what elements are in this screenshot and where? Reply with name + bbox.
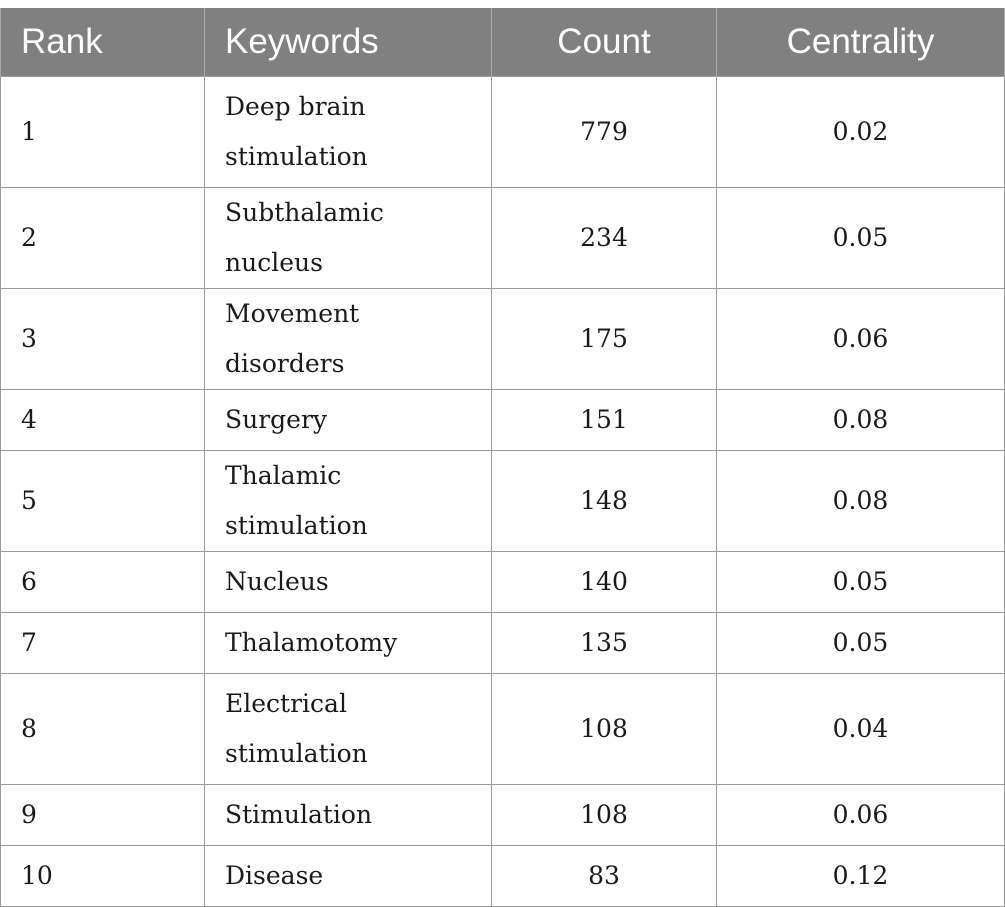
cell-count: 148 — [492, 451, 717, 552]
cell-count: 151 — [492, 390, 717, 451]
cell-keyword: Disease — [205, 846, 492, 907]
cell-keyword: Surgery — [205, 390, 492, 451]
cell-keyword: Subthalamic nucleus — [205, 188, 492, 289]
cell-count: 234 — [492, 188, 717, 289]
cell-centrality: 0.05 — [717, 188, 1005, 289]
cell-count: 175 — [492, 289, 717, 390]
table-row — [1, 785, 1005, 846]
cell-centrality: 0.08 — [717, 451, 1005, 552]
cell-count: 108 — [492, 785, 717, 846]
cell-keyword: Electrical stimulation — [205, 674, 492, 785]
cell-keyword: Stimulation — [205, 785, 492, 846]
cell-count: 135 — [492, 613, 717, 674]
header-rank: Rank — [1, 8, 205, 77]
cell-rank: 9 — [1, 785, 205, 846]
cell-centrality: 0.04 — [717, 674, 1005, 785]
table-row — [1, 613, 1005, 674]
table-row — [1, 674, 1005, 785]
table-row — [1, 289, 1005, 390]
cell-centrality: 0.12 — [717, 846, 1005, 907]
table-row — [1, 188, 1005, 289]
cell-keyword: Thalamic stimulation — [205, 451, 492, 552]
cell-centrality: 0.05 — [717, 552, 1005, 613]
cell-rank: 5 — [1, 451, 205, 552]
cell-rank: 6 — [1, 552, 205, 613]
header-keywords: Keywords — [205, 8, 492, 77]
cell-rank: 2 — [1, 188, 205, 289]
header-centrality: Centrality — [717, 8, 1005, 77]
cell-rank: 4 — [1, 390, 205, 451]
cell-rank: 3 — [1, 289, 205, 390]
cell-keyword: Thalamotomy — [205, 613, 492, 674]
cell-keyword: Nucleus — [205, 552, 492, 613]
cell-rank: 8 — [1, 674, 205, 785]
header-count: Count — [492, 8, 717, 77]
table-body — [1, 77, 1005, 907]
table-row — [1, 552, 1005, 613]
cell-centrality: 0.06 — [717, 785, 1005, 846]
cell-centrality: 0.02 — [717, 77, 1005, 188]
table-row — [1, 451, 1005, 552]
cell-rank: 10 — [1, 846, 205, 907]
cell-count: 779 — [492, 77, 717, 188]
table-row — [1, 390, 1005, 451]
cell-count: 140 — [492, 552, 717, 613]
cell-centrality: 0.06 — [717, 289, 1005, 390]
cell-centrality: 0.08 — [717, 390, 1005, 451]
cell-rank: 7 — [1, 613, 205, 674]
keywords-table-container — [0, 8, 1005, 907]
cell-keyword: Deep brain stimulation — [205, 77, 492, 188]
cell-count: 83 — [492, 846, 717, 907]
cell-count: 108 — [492, 674, 717, 785]
table-row — [1, 846, 1005, 907]
table-header — [1, 8, 1005, 77]
cell-rank: 1 — [1, 77, 205, 188]
cell-centrality: 0.05 — [717, 613, 1005, 674]
header-row — [1, 8, 1005, 77]
cell-keyword: Movement disorders — [205, 289, 492, 390]
keywords-table — [0, 8, 1005, 907]
table-row — [1, 77, 1005, 188]
